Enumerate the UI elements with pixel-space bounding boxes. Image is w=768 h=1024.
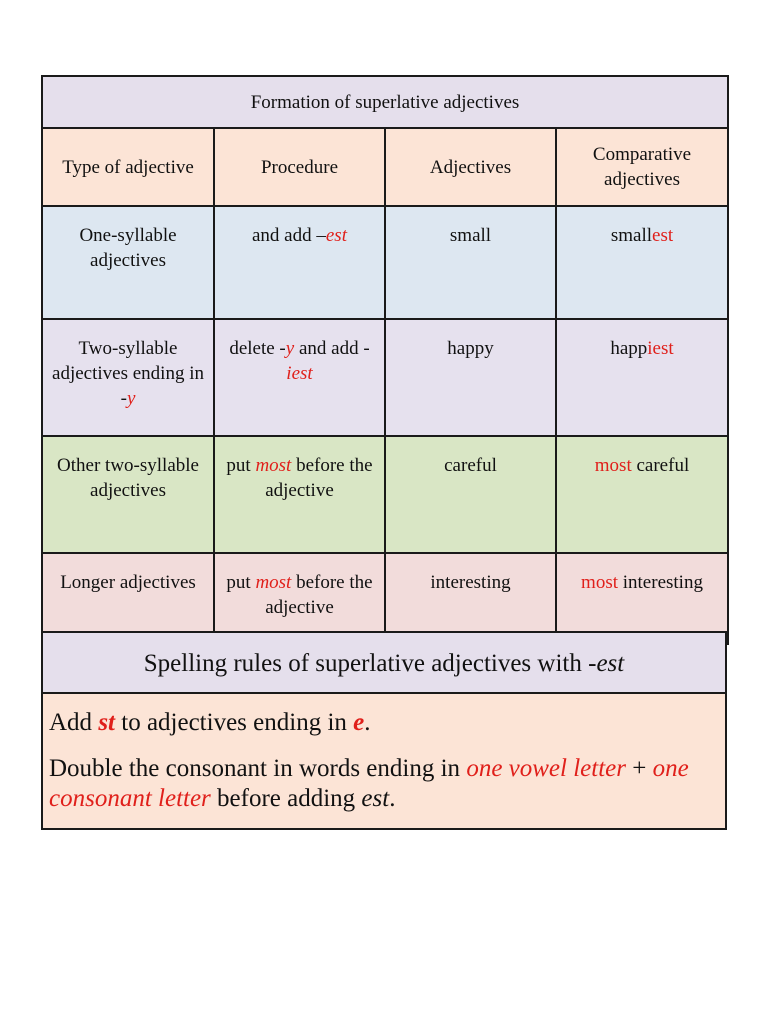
procedure-cell: put most before the adjective <box>214 553 385 644</box>
header-type: Type of adjective <box>42 128 214 206</box>
table-row <box>42 436 728 553</box>
adjective-cell: interesting <box>385 553 556 644</box>
header-procedure: Procedure <box>214 128 385 206</box>
type-cell: Longer adjectives <box>42 553 214 644</box>
type-cell: Other two-syllable adjectives <box>42 436 214 553</box>
superlative-formation-table <box>41 75 729 645</box>
result-cell: most interesting <box>556 553 728 644</box>
spelling-rules-title: Spelling rules of superlative adjectives with -est <box>43 633 725 694</box>
procedure-cell: delete -y and add -iest <box>214 319 385 436</box>
type-cell: Two-syllable adjectives ending in -y <box>42 319 214 436</box>
adjective-cell: happy <box>385 319 556 436</box>
adjective-cell: small <box>385 206 556 319</box>
header-adjectives: Adjectives <box>385 128 556 206</box>
result-cell: most careful <box>556 436 728 553</box>
table-header-row <box>42 128 728 206</box>
table-row <box>42 319 728 436</box>
result-cell: smallest <box>556 206 728 319</box>
header-comparative: Comparative adjectives <box>556 128 728 206</box>
result-cell: happiest <box>556 319 728 436</box>
type-cell: One-syllable adjectives <box>42 206 214 319</box>
procedure-cell: and add –est <box>214 206 385 319</box>
adjective-cell: careful <box>385 436 556 553</box>
spelling-rules-box <box>41 631 727 830</box>
procedure-cell: put most before the adjective <box>214 436 385 553</box>
rule-add-st: Add st to adjectives ending in e. <box>49 709 371 736</box>
spelling-rules-body <box>43 694 725 828</box>
table-row <box>42 206 728 319</box>
table-title: Formation of superlative adjectives <box>42 76 728 128</box>
rule-double-consonant: Double the consonant in words ending in one vowel letter + one consonant letter before adding est. <box>49 755 689 812</box>
